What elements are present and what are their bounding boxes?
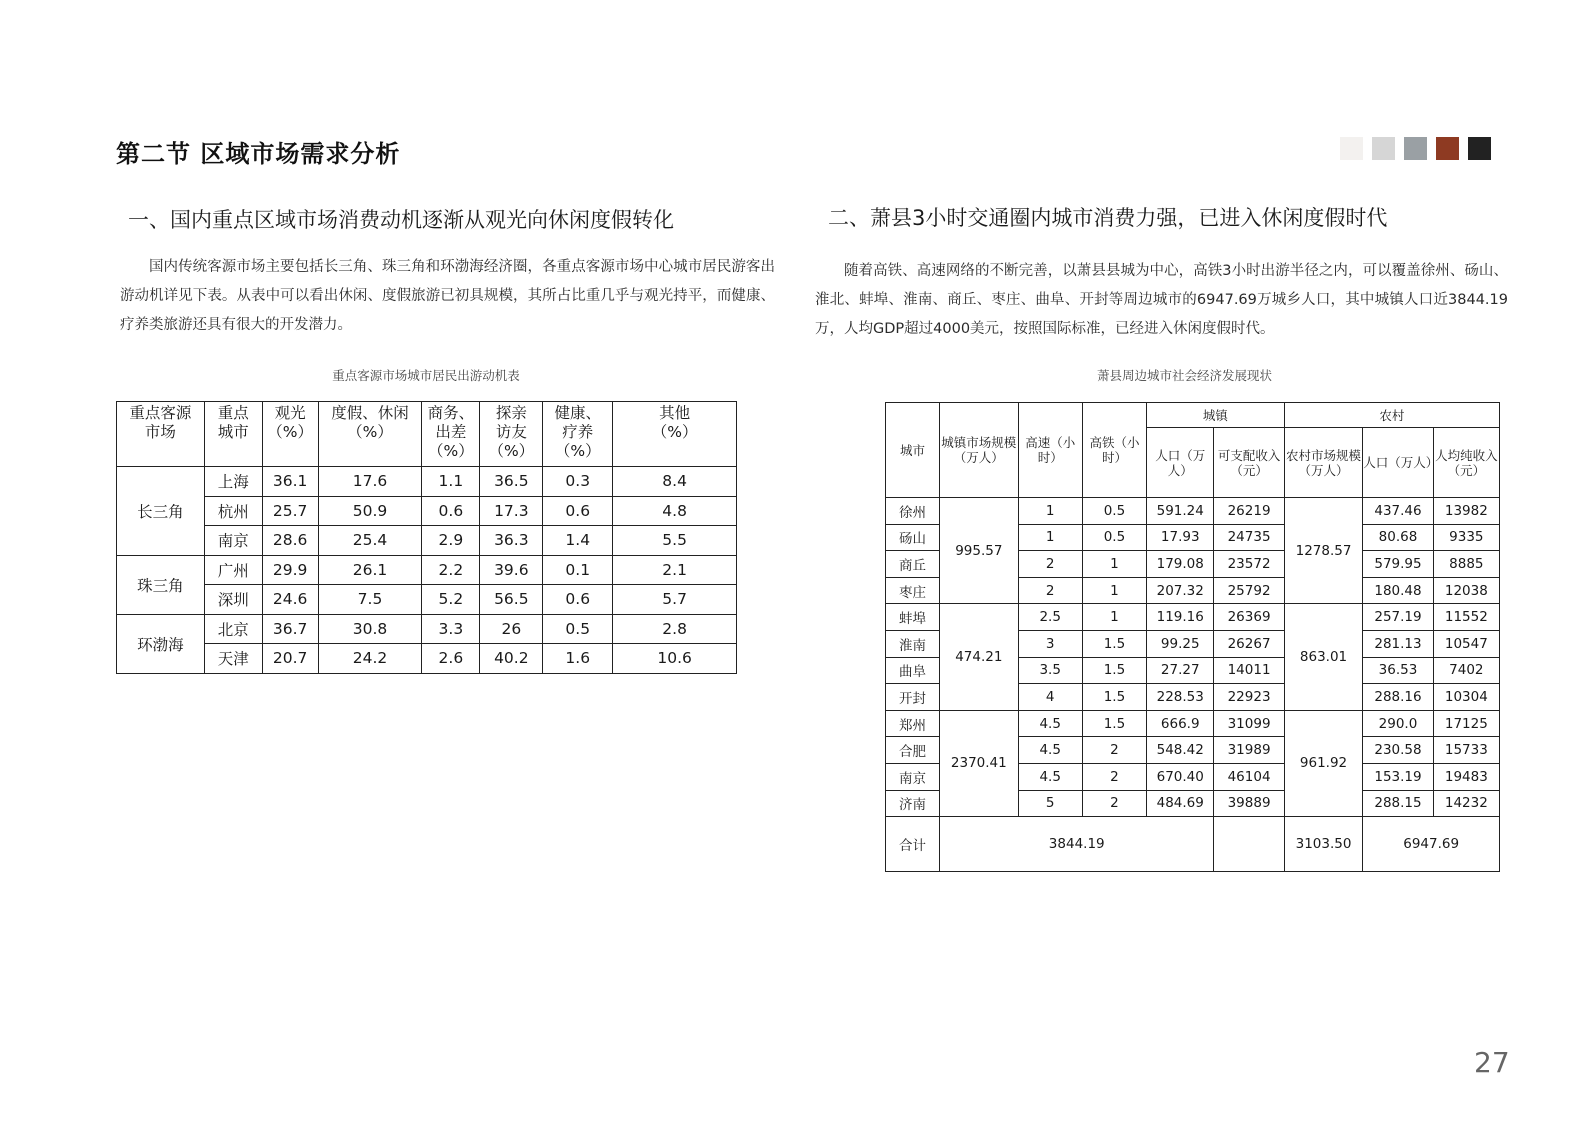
value-cell: 40.2 [480,644,543,674]
page-number: 27 [1474,1046,1510,1079]
value-cell: 36.7 [262,614,318,644]
value-cell: 0.5 [543,614,613,644]
region-cell: 长三角 [117,467,205,556]
value-cell: 17.93 [1147,524,1214,551]
motivation-table [116,401,737,674]
value-cell: 31989 [1214,737,1284,764]
value-cell: 1.5 [1082,630,1146,657]
swatch [1372,137,1395,160]
value-cell: 26369 [1214,604,1284,631]
value-cell: 30.8 [318,614,422,644]
value-cell: 3.5 [1018,657,1082,684]
value-cell: 2.9 [422,526,480,556]
city-cell: 合肥 [886,737,940,764]
value-cell: 36.3 [480,526,543,556]
header-urban: 城镇 [1147,403,1285,428]
value-cell: 1 [1018,498,1082,525]
value-cell: 26.1 [318,555,422,585]
city-cell: 淮南 [886,630,940,657]
swatch [1404,137,1427,160]
table-row [117,644,737,674]
value-cell: 10.6 [613,644,737,674]
value-cell: 25792 [1214,577,1284,604]
region-cell: 环渤海 [117,614,205,673]
city-cell: 深圳 [204,585,262,615]
value-cell: 25.4 [318,526,422,556]
value-cell: 179.08 [1147,551,1214,578]
left-paragraph: 国内传统客源市场主要包括长三角、珠三角和环渤海经济圈，各重点客源市场中心城市居民游客出游动机详见下表。从表中可以看出休闲、度假旅游已初具规模，其所占比重几乎与观光持平，而健康、疗养类旅游还具有很大的开发潜力。 [120,259,775,333]
value-cell: 153.19 [1363,763,1433,790]
value-cell: 39889 [1214,790,1284,817]
value-cell: 228.53 [1147,684,1214,711]
right-paragraph: 随着高铁、高速网络的不断完善，以萧县县城为中心，高铁3小时出游半径之内，可以覆盖徐州、砀山、淮北、蚌埠、淮南、商丘、枣庄、曲阜、开封等周边城市的6947.69万城乡人口，其中城镇人口近3844.19万，人均GDP超过4000美元，按照国际标准，已经进入休闲度假时代。 [815,263,1508,337]
city-cell: 南京 [886,763,940,790]
value-cell: 0.3 [543,467,613,497]
value-cell: 2 [1082,737,1146,764]
city-cell: 北京 [204,614,262,644]
city-cell: 蚌埠 [886,604,940,631]
header-rural-pop: 人口（万人） [1363,428,1433,498]
header-region: 重点客源 市场 [117,402,205,467]
total-label: 合计 [886,817,940,872]
header-rural-income: 人均纯收入（元） [1433,428,1499,498]
header-city: 城市 [886,403,940,498]
total-row [886,817,1500,872]
value-cell: 4.5 [1018,710,1082,737]
header-rural-scale: 农村市场规模（万人） [1284,428,1363,498]
city-cell: 上海 [204,467,262,497]
value-cell: 56.5 [480,585,543,615]
urban-scale-cell: 995.57 [940,498,1019,604]
header-highway: 高速（小时） [1018,403,1082,498]
value-cell: 3 [1018,630,1082,657]
value-cell: 36.1 [262,467,318,497]
value-cell: 4 [1018,684,1082,711]
value-cell: 2.5 [1018,604,1082,631]
city-cell: 枣庄 [886,577,940,604]
header-urban-scale: 城镇市场规模（万人） [940,403,1019,498]
value-cell: 5.2 [422,585,480,615]
swatch [1468,137,1491,160]
value-cell: 36.53 [1363,657,1433,684]
value-cell: 4.5 [1018,737,1082,764]
header-urban-income: 可支配收入（元） [1214,428,1284,498]
value-cell: 39.6 [480,555,543,585]
value-cell: 0.1 [543,555,613,585]
table-row [117,614,737,644]
value-cell: 1.4 [543,526,613,556]
city-cell: 开封 [886,684,940,711]
right-heading: 二、萧县3小时交通圈内城市消费力强，已进入休闲度假时代 [828,206,1388,230]
value-cell: 230.58 [1363,737,1433,764]
value-cell: 1 [1082,604,1146,631]
value-cell: 484.69 [1147,790,1214,817]
value-cell: 31099 [1214,710,1284,737]
city-cell: 杭州 [204,496,262,526]
city-cell: 商丘 [886,551,940,578]
value-cell: 26267 [1214,630,1284,657]
header-rural: 农村 [1284,403,1499,428]
value-cell: 1.5 [1082,710,1146,737]
economy-table [885,402,1500,872]
value-cell: 437.46 [1363,498,1433,525]
rural-scale-cell: 961.92 [1284,710,1363,816]
value-cell: 26 [480,614,543,644]
header-sightseeing: 观光 （%） [262,402,318,467]
city-cell: 广州 [204,555,262,585]
value-cell: 17125 [1433,710,1499,737]
table-row [117,496,737,526]
rural-scale-cell: 863.01 [1284,604,1363,710]
value-cell: 23572 [1214,551,1284,578]
value-cell: 2 [1082,763,1146,790]
value-cell: 1 [1082,577,1146,604]
value-cell: 7402 [1433,657,1499,684]
value-cell: 29.9 [262,555,318,585]
value-cell: 2 [1018,551,1082,578]
header-city: 重点 城市 [204,402,262,467]
value-cell: 1.1 [422,467,480,497]
value-cell: 119.16 [1147,604,1214,631]
header-health: 健康、 疗养 （%） [543,402,613,467]
motivation-table-body [117,467,737,674]
value-cell: 8885 [1433,551,1499,578]
value-cell: 8.4 [613,467,737,497]
header-leisure: 度假、休闲 （%） [318,402,422,467]
region-cell: 珠三角 [117,555,205,614]
value-cell: 12038 [1433,577,1499,604]
value-cell: 24.6 [262,585,318,615]
header-rail: 高铁（小时） [1082,403,1146,498]
city-cell: 天津 [204,644,262,674]
value-cell: 0.6 [422,496,480,526]
header-business: 商务、 出差 （%） [422,402,480,467]
rural-total-cell: 6947.69 [1363,817,1500,872]
value-cell: 17.3 [480,496,543,526]
value-cell: 10547 [1433,630,1499,657]
value-cell: 1.6 [543,644,613,674]
rural-scale-total-cell: 3103.50 [1284,817,1363,872]
value-cell: 5.5 [613,526,737,556]
value-cell: 7.5 [318,585,422,615]
value-cell: 207.32 [1147,577,1214,604]
table-row [117,585,737,615]
left-heading: 一、国内重点区域市场消费动机逐渐从观光向休闲度假转化 [128,208,674,232]
value-cell: 11552 [1433,604,1499,631]
economy-table-body [886,498,1500,872]
value-cell: 2.2 [422,555,480,585]
value-cell: 5.7 [613,585,737,615]
value-cell: 666.9 [1147,710,1214,737]
table-row [886,710,1500,737]
value-cell: 0.5 [1082,524,1146,551]
value-cell: 4.5 [1018,763,1082,790]
value-cell: 2 [1018,577,1082,604]
value-cell: 99.25 [1147,630,1214,657]
value-cell: 548.42 [1147,737,1214,764]
value-cell: 579.95 [1363,551,1433,578]
value-cell: 19483 [1433,763,1499,790]
value-cell: 24735 [1214,524,1284,551]
city-cell: 砀山 [886,524,940,551]
value-cell: 17.6 [318,467,422,497]
city-cell: 郑州 [886,710,940,737]
urban-scale-cell: 2370.41 [940,710,1019,816]
value-cell: 180.48 [1363,577,1433,604]
value-cell: 28.6 [262,526,318,556]
value-cell: 2.6 [422,644,480,674]
value-cell: 14232 [1433,790,1499,817]
value-cell: 2.1 [613,555,737,585]
value-cell: 2.8 [613,614,737,644]
value-cell: 1.5 [1082,684,1146,711]
value-cell: 5 [1018,790,1082,817]
left-table-caption: 重点客源市场城市居民出游动机表 [332,368,520,383]
swatch [1436,137,1459,160]
value-cell: 1 [1082,551,1146,578]
value-cell: 0.6 [543,585,613,615]
value-cell: 288.16 [1363,684,1433,711]
value-cell: 0.6 [543,496,613,526]
value-cell: 26219 [1214,498,1284,525]
value-cell: 36.5 [480,467,543,497]
value-cell: 50.9 [318,496,422,526]
table-row [886,498,1500,525]
city-cell: 济南 [886,790,940,817]
urban-scale-cell: 474.21 [940,604,1019,710]
header-visiting: 探亲 访友 （%） [480,402,543,467]
table-row [117,467,737,497]
value-cell: 20.7 [262,644,318,674]
header-urban-pop: 人口（万人） [1147,428,1214,498]
section-title: 第二节 区域市场需求分析 [116,140,401,168]
value-cell: 14011 [1214,657,1284,684]
urban-total-cell: 3844.19 [940,817,1214,872]
value-cell: 0.5 [1082,498,1146,525]
table-row [117,526,737,556]
right-table-caption: 萧县周边城市社会经济发展现状 [1096,368,1272,383]
value-cell: 24.2 [318,644,422,674]
city-cell: 南京 [204,526,262,556]
value-cell: 1 [1018,524,1082,551]
value-cell: 9335 [1433,524,1499,551]
value-cell: 25.7 [262,496,318,526]
value-cell: 281.13 [1363,630,1433,657]
value-cell: 80.68 [1363,524,1433,551]
value-cell: 15733 [1433,737,1499,764]
rural-scale-cell: 1278.57 [1284,498,1363,604]
value-cell: 4.8 [613,496,737,526]
value-cell: 670.40 [1147,763,1214,790]
value-cell: 257.19 [1363,604,1433,631]
city-cell: 曲阜 [886,657,940,684]
value-cell: 10304 [1433,684,1499,711]
header-other: 其他 （%） [613,402,737,467]
value-cell: 2 [1082,790,1146,817]
table-row [886,604,1500,631]
value-cell: 591.24 [1147,498,1214,525]
value-cell: 288.15 [1363,790,1433,817]
value-cell: 290.0 [1363,710,1433,737]
value-cell: 13982 [1433,498,1499,525]
color-swatches [1340,137,1491,160]
value-cell: 1.5 [1082,657,1146,684]
value-cell: 27.27 [1147,657,1214,684]
city-cell: 徐州 [886,498,940,525]
value-cell: 46104 [1214,763,1284,790]
swatch [1340,137,1363,160]
table-row [117,555,737,585]
value-cell: 3.3 [422,614,480,644]
empty-cell [1214,817,1284,872]
value-cell: 22923 [1214,684,1284,711]
